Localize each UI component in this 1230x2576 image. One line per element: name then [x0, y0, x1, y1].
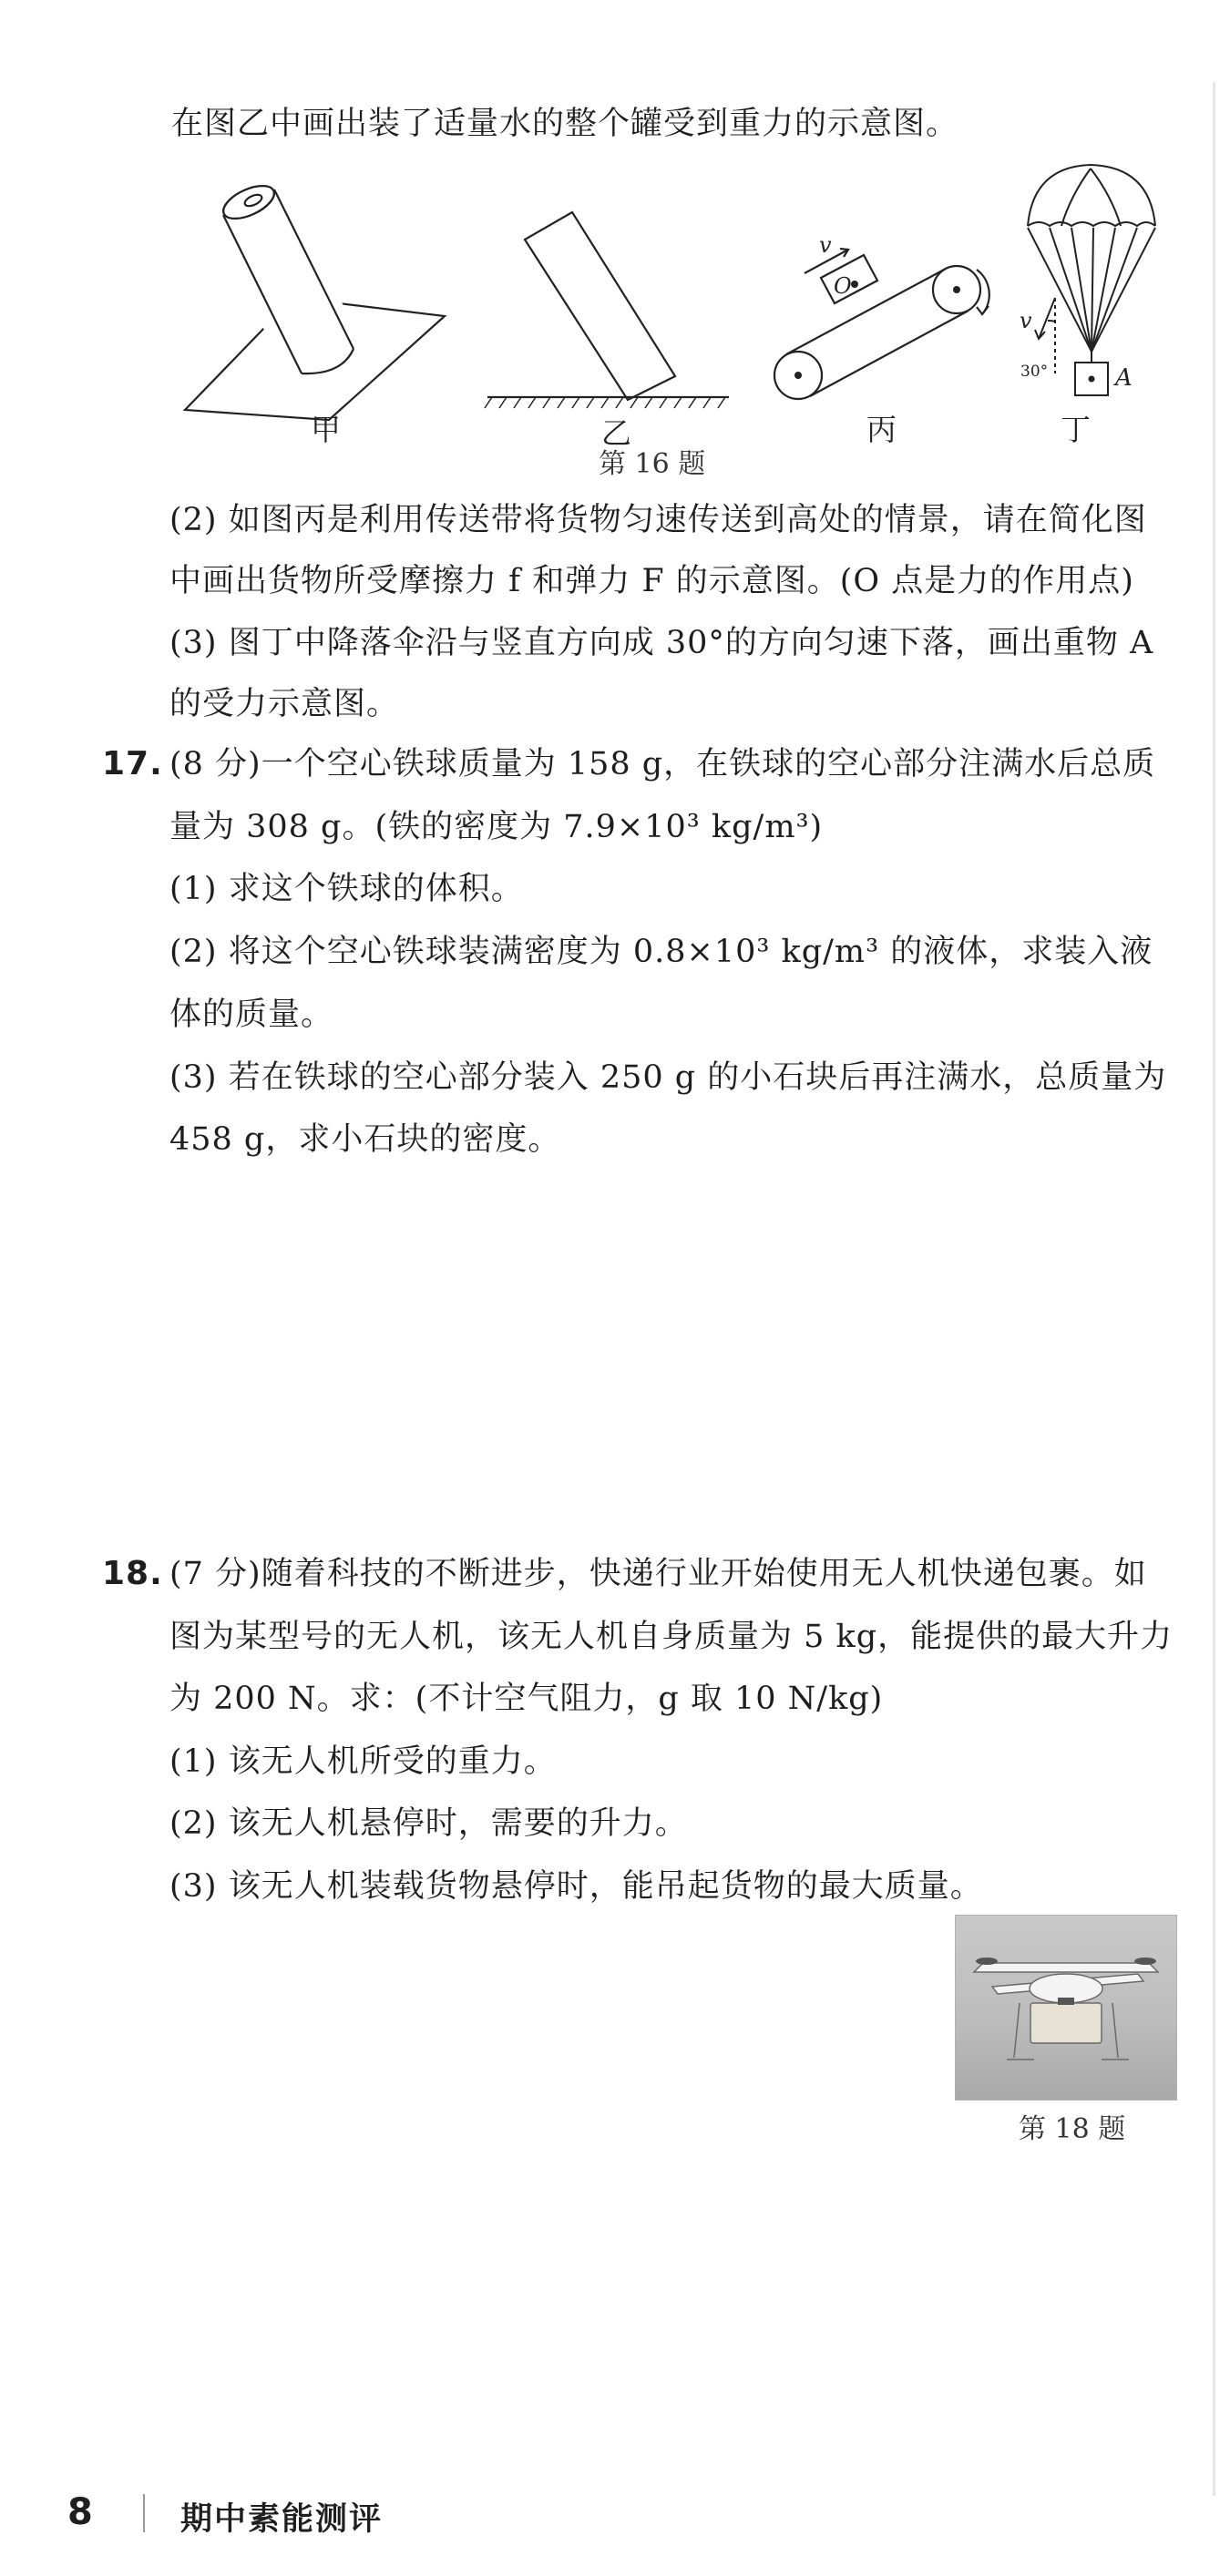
figure-label-jia: 甲 — [311, 412, 341, 447]
drone-illustration — [956, 1916, 1176, 2100]
parachute-velocity-label: v — [1020, 308, 1032, 333]
figure-ding-parachute — [0, 0, 1230, 455]
page-number: 8 — [67, 2491, 93, 2533]
q18-number: 18. — [102, 1555, 163, 1592]
q18-part3: (3) 该无人机装载货物悬停时，能吊起货物的最大质量。 — [169, 1868, 983, 1905]
object-a-label: A — [1115, 364, 1133, 392]
q16-intro-text: 在图乙中画出装了适量水的整个罐受到重力的示意图。 — [171, 106, 959, 142]
figure-16-caption: 第 16 题 — [599, 448, 706, 480]
q16-part3-line1: (3) 图丁中降落伞沿与竖直方向成 30°的方向匀速下落，画出重物 A — [169, 625, 1154, 661]
figure-label-bing: 丙 — [866, 412, 897, 447]
footer-separator — [143, 2494, 145, 2532]
conveyor-velocity-label: v — [819, 232, 832, 258]
figure-18-caption: 第 18 题 — [1019, 2113, 1126, 2145]
q17-part3-line2: 458 g，求小石块的密度。 — [169, 1121, 561, 1158]
q18-line2: 图为某型号的无人机，该无人机自身质量为 5 kg，能提供的最大升力 — [169, 1619, 1174, 1655]
q18-part1: (1) 该无人机所受的重力。 — [169, 1743, 557, 1780]
q17-line1: (8 分)一个空心铁球质量为 158 g，在铁球的空心部分注满水后总质 — [169, 746, 1156, 782]
drone-photo — [955, 1915, 1177, 2101]
q17-part2-line2: 体的质量。 — [169, 997, 334, 1033]
q17-part2-line1: (2) 将这个空心铁球装满密度为 0.8×10³ kg/m³ 的液体，求装入液 — [169, 934, 1153, 970]
figure-label-yi: 乙 — [601, 415, 631, 451]
q18-line3: 为 200 N。求：(不计空气阻力，g 取 10 N/kg) — [169, 1681, 884, 1717]
angle-label: 30° — [1020, 363, 1049, 381]
figure-label-ding: 丁 — [1061, 412, 1091, 447]
q16-part3-line2: 的受力示意图。 — [169, 686, 400, 722]
q17-number: 17. — [102, 745, 163, 782]
q16-part2-line1: (2) 如图丙是利用传送带将货物匀速传送到高处的情景，请在简化图 — [169, 502, 1147, 538]
footer-title: 期中素能测评 — [180, 2501, 384, 2538]
q17-part1: (1) 求这个铁球的体积。 — [169, 871, 524, 907]
q16-part2-line2: 中画出货物所受摩擦力 f 和弹力 F 的示意图。(O 点是力的作用点) — [169, 563, 1134, 599]
q17-part3-line1: (3) 若在铁球的空心部分装入 250 g 的小石块后再注满水，总质量为 — [169, 1059, 1167, 1096]
q18-line1: (7 分)随着科技的不断进步，快递行业开始使用无人机快递包裹。如 — [169, 1556, 1147, 1592]
q18-part2: (2) 该无人机悬停时，需要的升力。 — [169, 1805, 688, 1842]
point-o-label: O — [834, 273, 852, 299]
q17-line2: 量为 308 g。(铁的密度为 7.9×10³ kg/m³) — [169, 809, 824, 845]
